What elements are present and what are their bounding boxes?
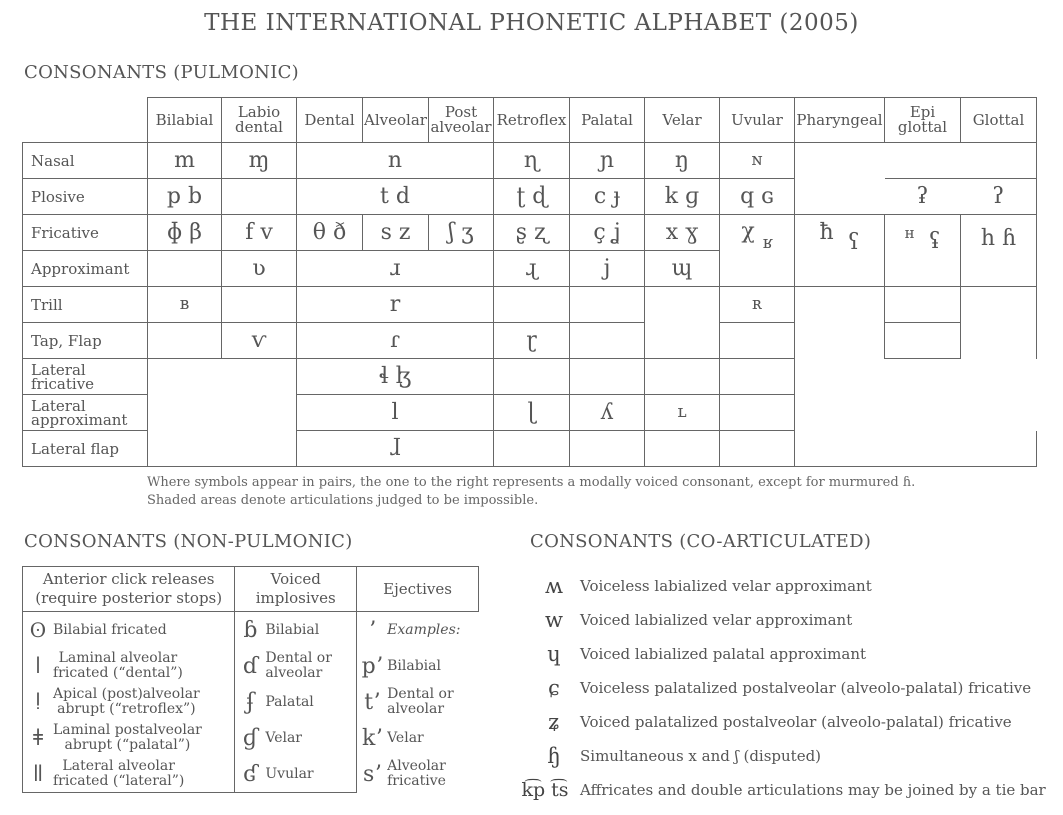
page-title: THE INTERNATIONAL PHONETIC ALPHABET (2005): [204, 10, 859, 36]
coart-label: Affricates and double articulations may be joined by a tie bar: [580, 781, 1046, 799]
place-alveolar: Alveolar: [363, 98, 429, 143]
table-row: [23, 215, 1037, 251]
lateral-fricative-empty: [795, 359, 1037, 395]
ejectives-column: [357, 612, 479, 793]
place-glottal: Glottal: [961, 98, 1037, 143]
list-item: [235, 684, 356, 720]
header-implosives-text: Voiced implosives: [255, 570, 336, 607]
approximant-coronal: ɹ: [297, 251, 494, 287]
manner-lateral-fricative-text: Lateral fricative: [31, 360, 95, 393]
nonpulmonic-table: [22, 566, 479, 793]
implosive-label: Velar: [265, 729, 303, 746]
coart-symbol: ɕ: [548, 676, 560, 700]
implosive-symbol: ɓ: [243, 617, 258, 643]
coart-label: Voiceless labialized velar approximant: [580, 577, 872, 595]
coart-symbol: k͡p t͡s: [521, 779, 569, 801]
table-row: [23, 287, 1037, 323]
click-label: Laminal postalveolar abrupt (“palatal”): [53, 722, 202, 753]
place-labiodental: [222, 98, 297, 143]
fricative-alveolar: s z: [363, 215, 429, 251]
lateral-fricative-uvular: [720, 359, 795, 395]
implosive-label: Uvular: [265, 765, 314, 782]
lateral-approximant-empty: [795, 395, 1037, 431]
ejective-symbol: ʼ: [368, 617, 376, 643]
trill-labiodental: [222, 287, 297, 323]
coart-label: Voiced labialized palatal approximant: [580, 645, 867, 663]
manner-fricative: Fricative: [23, 215, 148, 251]
plosive-pharyngeal: [795, 179, 885, 215]
list-item: [357, 720, 478, 756]
lateral-approximant-uvular: [720, 395, 795, 431]
list-item: [528, 569, 1046, 603]
tap-bilabial: [148, 323, 222, 359]
plosive-epiglottal: ʡ: [885, 179, 961, 215]
plosive-coronal: t d: [297, 179, 494, 215]
pulmonic-notes: [147, 474, 915, 510]
click-label: Laminal alveolar fricated (“dental”): [53, 650, 183, 681]
ejective-label: Alveolar fricative: [387, 758, 446, 789]
header-ejectives: Ejectives: [357, 567, 479, 612]
note-shaded: Shaded areas denote articulations judged to be impossible.: [147, 493, 539, 508]
implosive-symbol: ɠ: [242, 725, 258, 751]
pulmonic-section-title: CONSONANTS (PULMONIC): [24, 62, 300, 83]
lateral-fricative-coronal: ɬ ɮ: [297, 359, 494, 395]
lateral-flap-labial: [148, 431, 297, 467]
nasal-bilabial: m: [148, 143, 222, 179]
ejective-symbol: tʼ: [364, 689, 381, 715]
approximant-velar: ɰ: [645, 251, 720, 287]
coart-label: Voiceless palatalized postalveolar (alveolo-palatal) fricative: [580, 679, 1032, 697]
header-clicks-text: Anterior click releases (require posterior stops): [35, 570, 223, 607]
coart-label: Voiced labialized velar approximant: [580, 611, 853, 629]
implosive-label: Bilabial: [265, 621, 320, 638]
fricative-postalveolar: ʃ ʒ: [429, 215, 494, 251]
table-row: [23, 395, 1037, 431]
lateral-fricative-velar: [645, 359, 720, 395]
tap-velar: [645, 323, 720, 359]
list-item: [23, 684, 234, 720]
manner-plosive: Plosive: [23, 179, 148, 215]
list-item: [235, 648, 356, 684]
ejective-label: Dental or alveolar: [387, 686, 454, 717]
lateral-flap-palatal: [570, 431, 645, 467]
coart-label: Voiced palatalized postalveolar (alveolo-palatal) fricative: [580, 713, 1012, 731]
manner-nasal: Nasal: [23, 143, 148, 179]
header-implosives: [235, 567, 357, 612]
table-row: [23, 143, 1037, 179]
plosive-glottal: ʔ: [961, 179, 1037, 215]
place-pharyngeal: Pharyngeal: [795, 98, 885, 143]
fricative-uvular-voiceless: χ: [741, 219, 755, 245]
plosive-uvular: [720, 179, 795, 215]
plosive-uvular-text: q ɢ: [740, 184, 774, 209]
coart-symbol: ɥ: [547, 642, 561, 666]
approximant-retroflex: ɻ: [494, 251, 570, 287]
nasal-uvular: ɴ: [720, 143, 795, 179]
coart-symbol: ʍ: [545, 574, 563, 598]
nasal-velar: ŋ: [645, 143, 720, 179]
fricative-glottal-text: h ɦ: [980, 226, 1017, 251]
fricative-pharyngeal-voiceless: ħ: [819, 220, 834, 246]
lateral-fricative-labial: [148, 359, 297, 395]
manner-lateral-approximant-text: Lateral approximant: [31, 396, 128, 429]
tap-epiglottal: [885, 323, 961, 359]
implosive-symbol: ɗ: [242, 653, 258, 679]
lateral-fricative-palatal: [570, 359, 645, 395]
ejective-label: Bilabial: [387, 657, 441, 674]
trill-velar: [645, 287, 720, 323]
approximant-glottal: [961, 251, 1037, 287]
click-symbol: ǃ: [34, 689, 42, 715]
click-label: Apical (post)alveolar abrupt (“retroflex”): [53, 686, 200, 717]
coarticulated-list: [521, 569, 1046, 807]
note-pairs: Where symbols appear in pairs, the one to the right represents a modally voiced consonant, except for murmured ɦ.: [147, 475, 916, 490]
table-row: [23, 323, 1037, 359]
trill-retroflex: [494, 287, 570, 323]
tap-labiodental: ⱱ: [222, 323, 297, 359]
approximant-palatal: j: [570, 251, 645, 287]
manner-lateral-fricative: [23, 359, 148, 395]
tap-glottal: [961, 323, 1037, 359]
trill-bilabial: ʙ: [148, 287, 222, 323]
place-epiglottal: [885, 98, 961, 143]
lateral-flap-retroflex: [494, 431, 570, 467]
table-row: [23, 359, 1037, 395]
implosive-symbol: ʄ: [246, 689, 255, 715]
implosive-label: Palatal: [265, 693, 314, 710]
pulmonic-consonant-table: [22, 97, 1037, 467]
ejective-label: Velar: [387, 729, 424, 746]
trill-coronal: r: [297, 287, 494, 323]
nasal-coronal: n: [297, 143, 494, 179]
fricative-retroflex: ʂ ʐ: [494, 215, 570, 251]
lateral-approximant-labial: [148, 395, 297, 431]
table-row: [23, 251, 1037, 287]
coart-symbol: ɧ: [547, 744, 561, 768]
trill-pharyngeal: [795, 287, 885, 323]
lateral-fricative-retroflex: [494, 359, 570, 395]
coart-label: Simultaneous x and ʃ (disputed): [580, 747, 822, 765]
place-postalveolar: [429, 98, 494, 143]
fricative-labiodental: f v: [222, 215, 297, 251]
plosive-retroflex: ʈ ɖ: [494, 179, 570, 215]
manner-trill: Trill: [23, 287, 148, 323]
nasal-empty: [795, 143, 1037, 179]
list-item: [357, 684, 478, 720]
coarticulated-section-title: CONSONANTS (CO-ARTICULATED): [530, 531, 872, 552]
tap-retroflex: ɽ: [494, 323, 570, 359]
click-symbol: ǀ: [34, 653, 42, 679]
place-palatal: Palatal: [570, 98, 645, 143]
lateral-flap-empty: [795, 431, 1037, 467]
click-label: Lateral alveolar fricated (“lateral”): [53, 758, 185, 789]
list-item: [235, 756, 356, 792]
ejective-symbol: sʼ: [362, 761, 382, 787]
place-velar: Velar: [645, 98, 720, 143]
tap-coronal: ɾ: [297, 323, 494, 359]
click-label: Bilabial fricated: [53, 621, 167, 638]
click-symbol: ǁ: [32, 761, 44, 787]
click-symbol: ǂ: [32, 725, 44, 751]
implosives-column: [235, 612, 357, 793]
place-postalveolar-text: Post alveolar: [430, 103, 492, 136]
lateral-approximant-velar: ʟ: [645, 395, 720, 431]
list-item: [23, 648, 234, 684]
lateral-flap-uvular: [720, 431, 795, 467]
list-item: [528, 739, 1046, 773]
list-item: [521, 773, 1046, 807]
fricative-pharyngeal-voiced: ʕ: [847, 230, 860, 251]
list-item: [235, 720, 356, 756]
tap-uvular: [720, 323, 795, 359]
list-item: [235, 612, 356, 648]
list-item: [23, 720, 234, 756]
list-item: [357, 648, 478, 684]
implosive-label: Dental or alveolar: [265, 650, 332, 681]
manner-lateral-approximant: [23, 395, 148, 431]
lateral-flap-velar: [645, 431, 720, 467]
list-item: [23, 756, 234, 792]
list-item: [23, 612, 234, 648]
approximant-pharyngeal: [795, 251, 885, 287]
lateral-flap-coronal: ɺ: [297, 431, 494, 467]
fricative-epiglottal: [885, 215, 961, 251]
manner-lateral-flap: Lateral flap: [23, 431, 148, 467]
place-dental: Dental: [297, 98, 363, 143]
place-labiodental-text: Labio dental: [235, 103, 283, 136]
lateral-approximant-retroflex: ɭ: [494, 395, 570, 431]
lateral-approximant-coronal: l: [297, 395, 494, 431]
ejective-label: Examples:: [387, 621, 461, 638]
nasal-palatal: ɲ: [570, 143, 645, 179]
approximant-uvular: [720, 251, 795, 287]
trill-epiglottal: [885, 287, 961, 323]
fricative-pharyngeal: [795, 215, 885, 251]
manner-approximant: Approximant: [23, 251, 148, 287]
fricative-epiglottal-voiceless: ʜ: [904, 224, 915, 243]
plosive-bilabial: p b: [148, 179, 222, 215]
trill-palatal: [570, 287, 645, 323]
manner-tap: Tap, Flap: [23, 323, 148, 359]
ejective-symbol: kʼ: [361, 725, 383, 751]
fricative-uvular-voiced: ʁ: [762, 233, 773, 251]
list-item: [528, 705, 1046, 739]
approximant-epiglottal: [885, 251, 961, 287]
plosive-palatal: c ɟ: [570, 179, 645, 215]
list-item: [357, 756, 478, 792]
trill-glottal: [961, 287, 1037, 323]
plosive-velar: k ɡ: [645, 179, 720, 215]
fricative-velar: x ɣ: [645, 215, 720, 251]
plosive-labiodental: [222, 179, 297, 215]
ejective-symbol: pʼ: [361, 653, 383, 679]
click-symbol: ʘ: [29, 618, 47, 642]
place-uvular: Uvular: [720, 98, 795, 143]
coart-symbol: w: [545, 608, 563, 632]
list-item: [357, 612, 478, 648]
lateral-approximant-palatal: ʎ: [570, 395, 645, 431]
table-row: [23, 431, 1037, 467]
coart-symbol: ʑ: [548, 710, 560, 734]
list-item: [528, 603, 1046, 637]
trill-uvular: ʀ: [720, 287, 795, 323]
fricative-uvular: [720, 215, 795, 251]
list-item: [528, 671, 1046, 705]
fricative-glottal: [961, 215, 1037, 251]
table-row: [23, 179, 1037, 215]
tap-palatal: [570, 323, 645, 359]
fricative-bilabial: ɸ β: [148, 215, 222, 251]
place-bilabial: Bilabial: [148, 98, 222, 143]
header-clicks: [23, 567, 235, 612]
header-corner: [23, 98, 148, 143]
nonpulmonic-section-title: CONSONANTS (NON-PULMONIC): [24, 531, 353, 552]
list-item: [528, 637, 1046, 671]
approximant-labiodental: ʋ: [222, 251, 297, 287]
implosive-symbol: ʛ: [243, 761, 258, 787]
fricative-epiglottal-voiced: ʢ: [928, 229, 941, 251]
tap-pharyngeal: [795, 323, 885, 359]
nasal-labiodental: ɱ: [222, 143, 297, 179]
approximant-bilabial: [148, 251, 222, 287]
nasal-retroflex: ɳ: [494, 143, 570, 179]
fricative-dental: θ ð: [297, 215, 363, 251]
fricative-palatal: ç ʝ: [570, 215, 645, 251]
place-epiglottal-text: Epi glottal: [897, 103, 948, 136]
clicks-column: [23, 612, 235, 793]
place-retroflex: Retroflex: [494, 98, 570, 143]
